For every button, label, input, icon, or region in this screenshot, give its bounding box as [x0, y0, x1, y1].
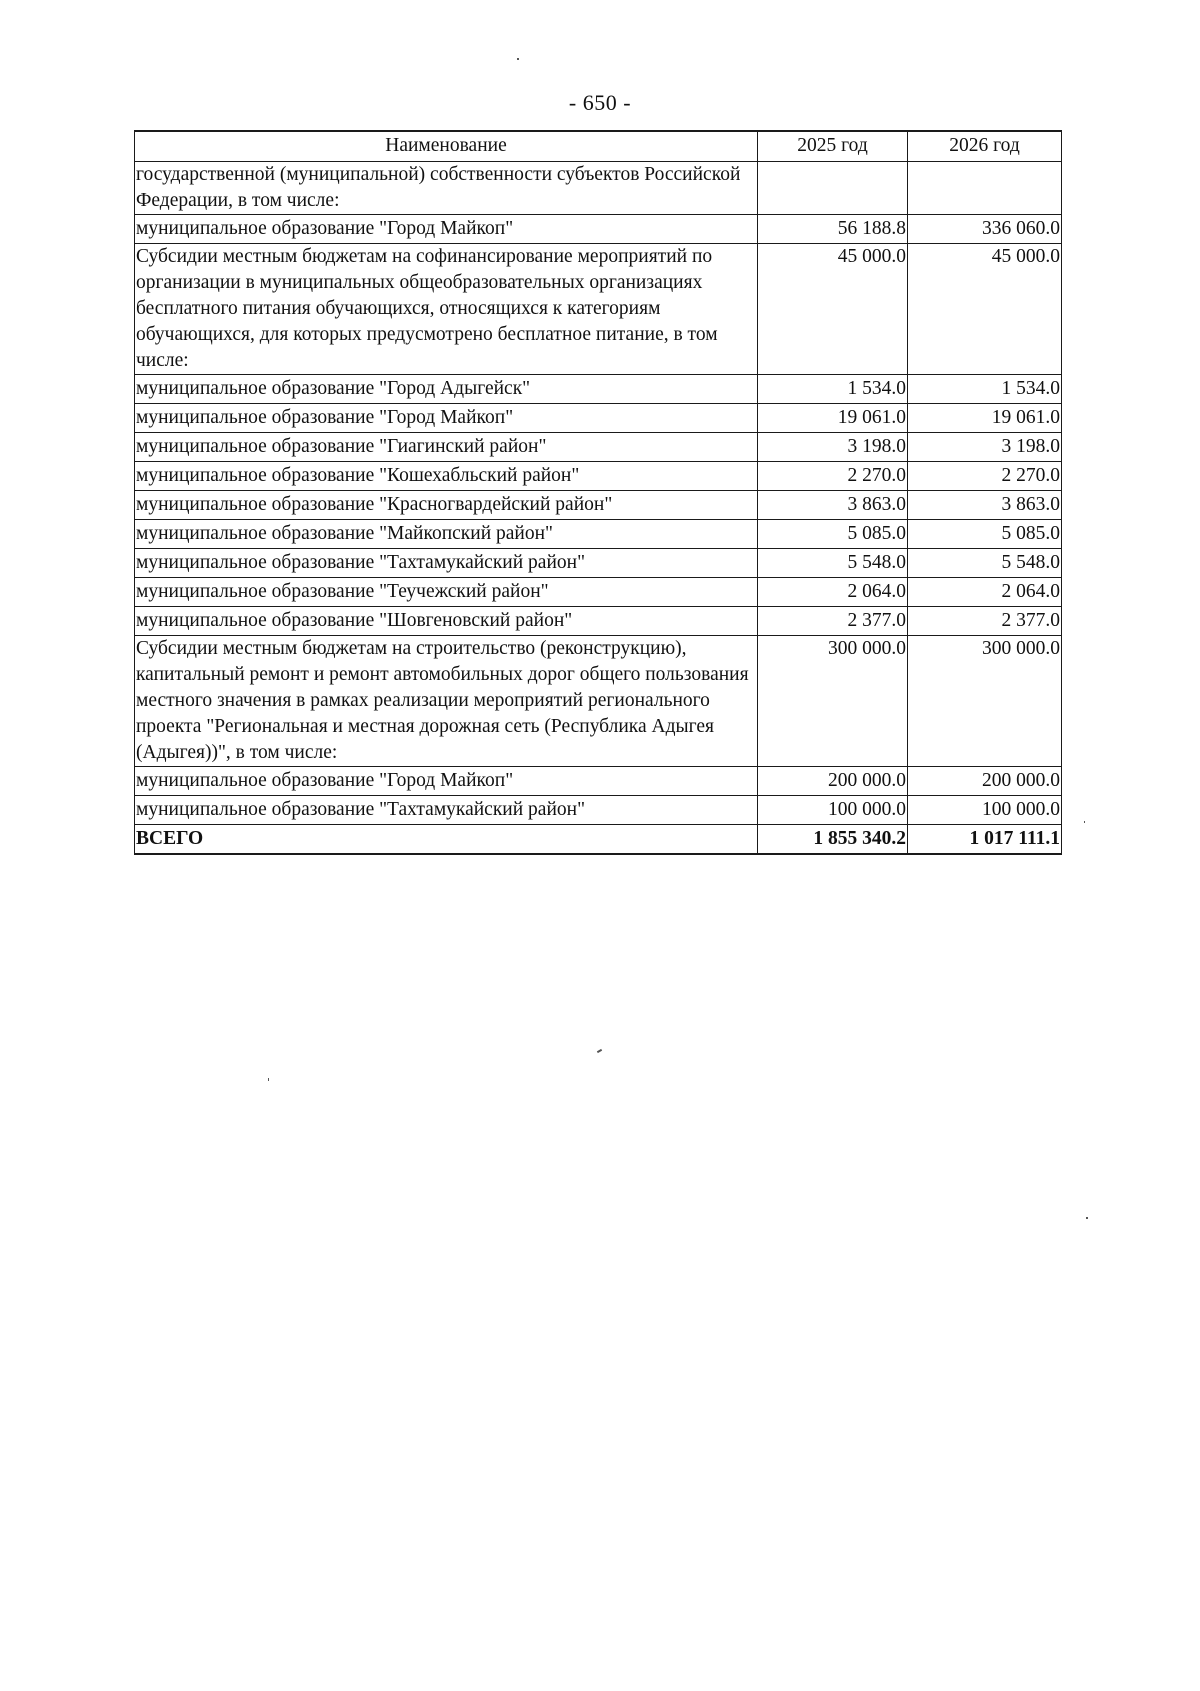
row-value-2025: 45 000.0: [758, 244, 908, 375]
table-body: [135, 162, 1062, 855]
row-value-2026: [908, 162, 1062, 215]
row-value-2025: 5 548.0: [758, 549, 908, 578]
row-name: муниципальное образование "Теучежский район": [135, 578, 758, 607]
row-value-2025: 56 188.8: [758, 215, 908, 244]
row-value-2026: 5 085.0: [908, 520, 1062, 549]
table-row: [135, 404, 1062, 433]
header-row: [135, 131, 1062, 162]
row-value-2026: 2 270.0: [908, 462, 1062, 491]
table-row: [135, 549, 1062, 578]
row-name: муниципальное образование "Кошехабльский район": [135, 462, 758, 491]
row-value-2026: 3 198.0: [908, 433, 1062, 462]
row-name: государственной (муниципальной) собственности субъектов Российской Федерации, в том числе:: [135, 162, 758, 215]
row-value-2025: 200 000.0: [758, 767, 908, 796]
row-value-2025: 1 534.0: [758, 375, 908, 404]
row-value-2025: 19 061.0: [758, 404, 908, 433]
table-row: [135, 462, 1062, 491]
table-header: [135, 131, 1062, 162]
row-value-2025: 3 198.0: [758, 433, 908, 462]
row-value-2026: 300 000.0: [908, 636, 1062, 767]
row-value-2026: 336 060.0: [908, 215, 1062, 244]
scan-speck: [517, 58, 519, 60]
total-value-2026: 1 017 111.1: [908, 825, 1062, 855]
row-name: муниципальное образование "Тахтамукайский район": [135, 549, 758, 578]
table-row: [135, 520, 1062, 549]
header-2025: 2025 год: [758, 131, 908, 162]
row-name: муниципальное образование "Город Майкоп": [135, 404, 758, 433]
table-row: [135, 244, 1062, 375]
table-row: [135, 767, 1062, 796]
row-value-2025: 2 377.0: [758, 607, 908, 636]
row-name: муниципальное образование "Город Майкоп": [135, 767, 758, 796]
total-row: [135, 825, 1062, 855]
row-value-2026: 1 534.0: [908, 375, 1062, 404]
scan-speck: [268, 1078, 269, 1081]
scan-speck: [597, 1049, 602, 1053]
table-row: [135, 215, 1062, 244]
row-name: муниципальное образование "Город Адыгейск": [135, 375, 758, 404]
row-value-2026: 2 377.0: [908, 607, 1062, 636]
budget-table: [134, 130, 1062, 855]
row-value-2026: 200 000.0: [908, 767, 1062, 796]
row-value-2025: 2 270.0: [758, 462, 908, 491]
table-row: [135, 636, 1062, 767]
total-label: ВСЕГО: [135, 825, 758, 855]
header-name: Наименование: [135, 131, 758, 162]
table-row: [135, 578, 1062, 607]
row-name: муниципальное образование "Красногвардейский район": [135, 491, 758, 520]
row-value-2025: 5 085.0: [758, 520, 908, 549]
header-2026: 2026 год: [908, 131, 1062, 162]
row-value-2025: 100 000.0: [758, 796, 908, 825]
row-value-2025: 2 064.0: [758, 578, 908, 607]
row-value-2025: [758, 162, 908, 215]
row-value-2026: 3 863.0: [908, 491, 1062, 520]
row-name: Субсидии местным бюджетам на софинансирование мероприятий по организации в муниципальных общеобразовательных организациях бесплатного питания обучающихся, относящихся к категориям обучающихся, для которых предусмотрено бесплатное питание, в том числе:: [135, 244, 758, 375]
row-value-2026: 2 064.0: [908, 578, 1062, 607]
page-number: - 650 -: [568, 90, 632, 115]
row-value-2025: 3 863.0: [758, 491, 908, 520]
row-value-2026: 5 548.0: [908, 549, 1062, 578]
table-row: [135, 491, 1062, 520]
scan-speck: [1084, 821, 1085, 823]
scan-speck: [1086, 1217, 1088, 1219]
table-row: [135, 162, 1062, 215]
row-name: муниципальное образование "Тахтамукайский район": [135, 796, 758, 825]
table-row: [135, 607, 1062, 636]
table-row: [135, 433, 1062, 462]
row-name: Субсидии местным бюджетам на строительство (реконструкцию), капитальный ремонт и ремонт автомобильных дорог общего пользования местного значения в рамках реализации мероприятий регионального проекта "Региональная и местная дорожная сеть (Республика Адыгея (Адыгея))", в том числе:: [135, 636, 758, 767]
row-value-2026: 19 061.0: [908, 404, 1062, 433]
row-value-2025: 300 000.0: [758, 636, 908, 767]
row-value-2026: 45 000.0: [908, 244, 1062, 375]
total-value-2025: 1 855 340.2: [758, 825, 908, 855]
row-name: муниципальное образование "Майкопский район": [135, 520, 758, 549]
row-value-2026: 100 000.0: [908, 796, 1062, 825]
row-name: муниципальное образование "Город Майкоп": [135, 215, 758, 244]
row-name: муниципальное образование "Шовгеновский район": [135, 607, 758, 636]
table-row: [135, 375, 1062, 404]
row-name: муниципальное образование "Гиагинский район": [135, 433, 758, 462]
table-row: [135, 796, 1062, 825]
